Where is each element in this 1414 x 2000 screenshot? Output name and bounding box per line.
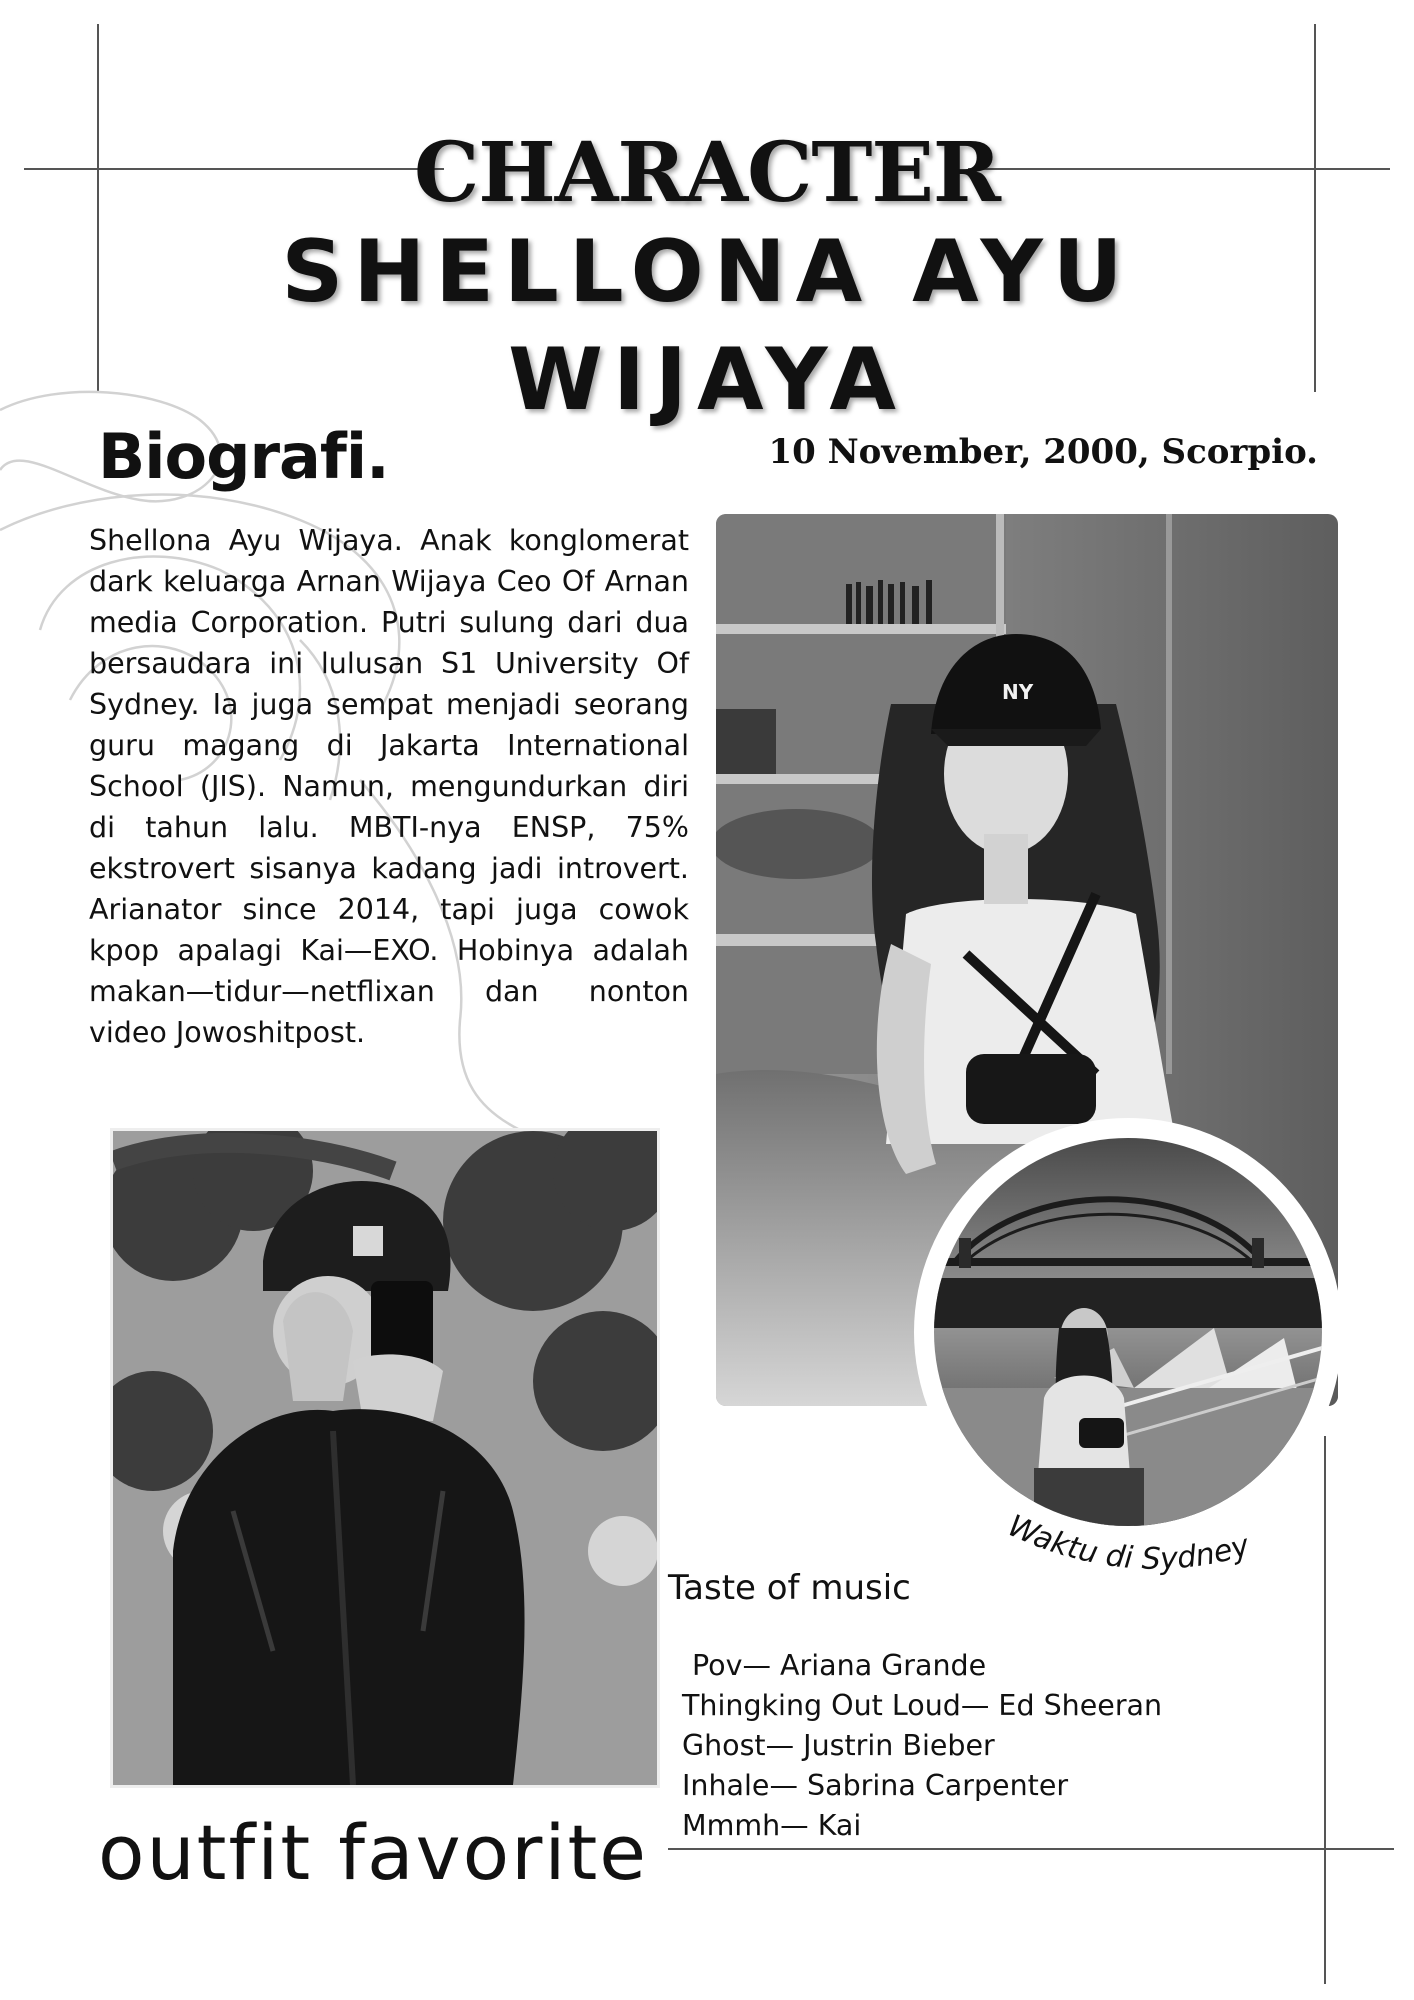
music-item: Thingking Out Loud— Ed Sheeran xyxy=(682,1689,1163,1722)
sydney-caption xyxy=(960,1500,1360,1610)
biography-heading: Biografi. xyxy=(98,420,389,493)
svg-text:Waktu di Sydney xyxy=(1003,1508,1255,1576)
music-item: Pov— Ariana Grande xyxy=(692,1649,987,1682)
music-item: Inhale— Sabrina Carpenter xyxy=(682,1769,1069,1802)
music-item: Mmmh— Kai xyxy=(682,1809,862,1842)
title-character: CHARACTER xyxy=(413,125,1001,221)
music-item: Ghost— Justrin Bieber xyxy=(682,1729,995,1762)
title-name-line2: WIJAYA xyxy=(508,330,906,430)
music-list xyxy=(682,1646,1162,1846)
birth-date: 10 November, 2000, Scorpio. xyxy=(768,432,1318,472)
sydney-photo xyxy=(934,1138,1322,1526)
outfit-label: outfit favorite xyxy=(98,1808,649,1897)
cap-logo: NY xyxy=(1002,680,1034,704)
biography-text: Shellona Ayu Wijaya. Anak konglomerat dark keluarga Arnan Wijaya Ceo Of Arnan media Corporation. Putri sulung dari dua bersaudara ini lulusan S1 University Of Sydney. Ia juga sempat menjadi seorang guru magang di Jakarta International School (JIS). Namun, mengundurkan diri di tahun lalu. MBTI-nya ENSP, 75% ekstrovert sisanya kadang jadi introvert. Arianator since 2014, tapi juga cowok kpop apalagi Kai—EXO. Hobinya adalah makan—tidur—netflixan dan nonton video Jowoshitpost. xyxy=(89,524,689,1049)
sydney-caption-text: Waktu di Sydney xyxy=(1002,1508,1254,1577)
outfit-photo xyxy=(110,1128,660,1788)
frame-line-bottom-horizontal xyxy=(668,1848,1394,1850)
music-heading: Taste of music xyxy=(668,1568,911,1608)
title-name-line1: SHELLONA AYU xyxy=(281,222,1133,322)
